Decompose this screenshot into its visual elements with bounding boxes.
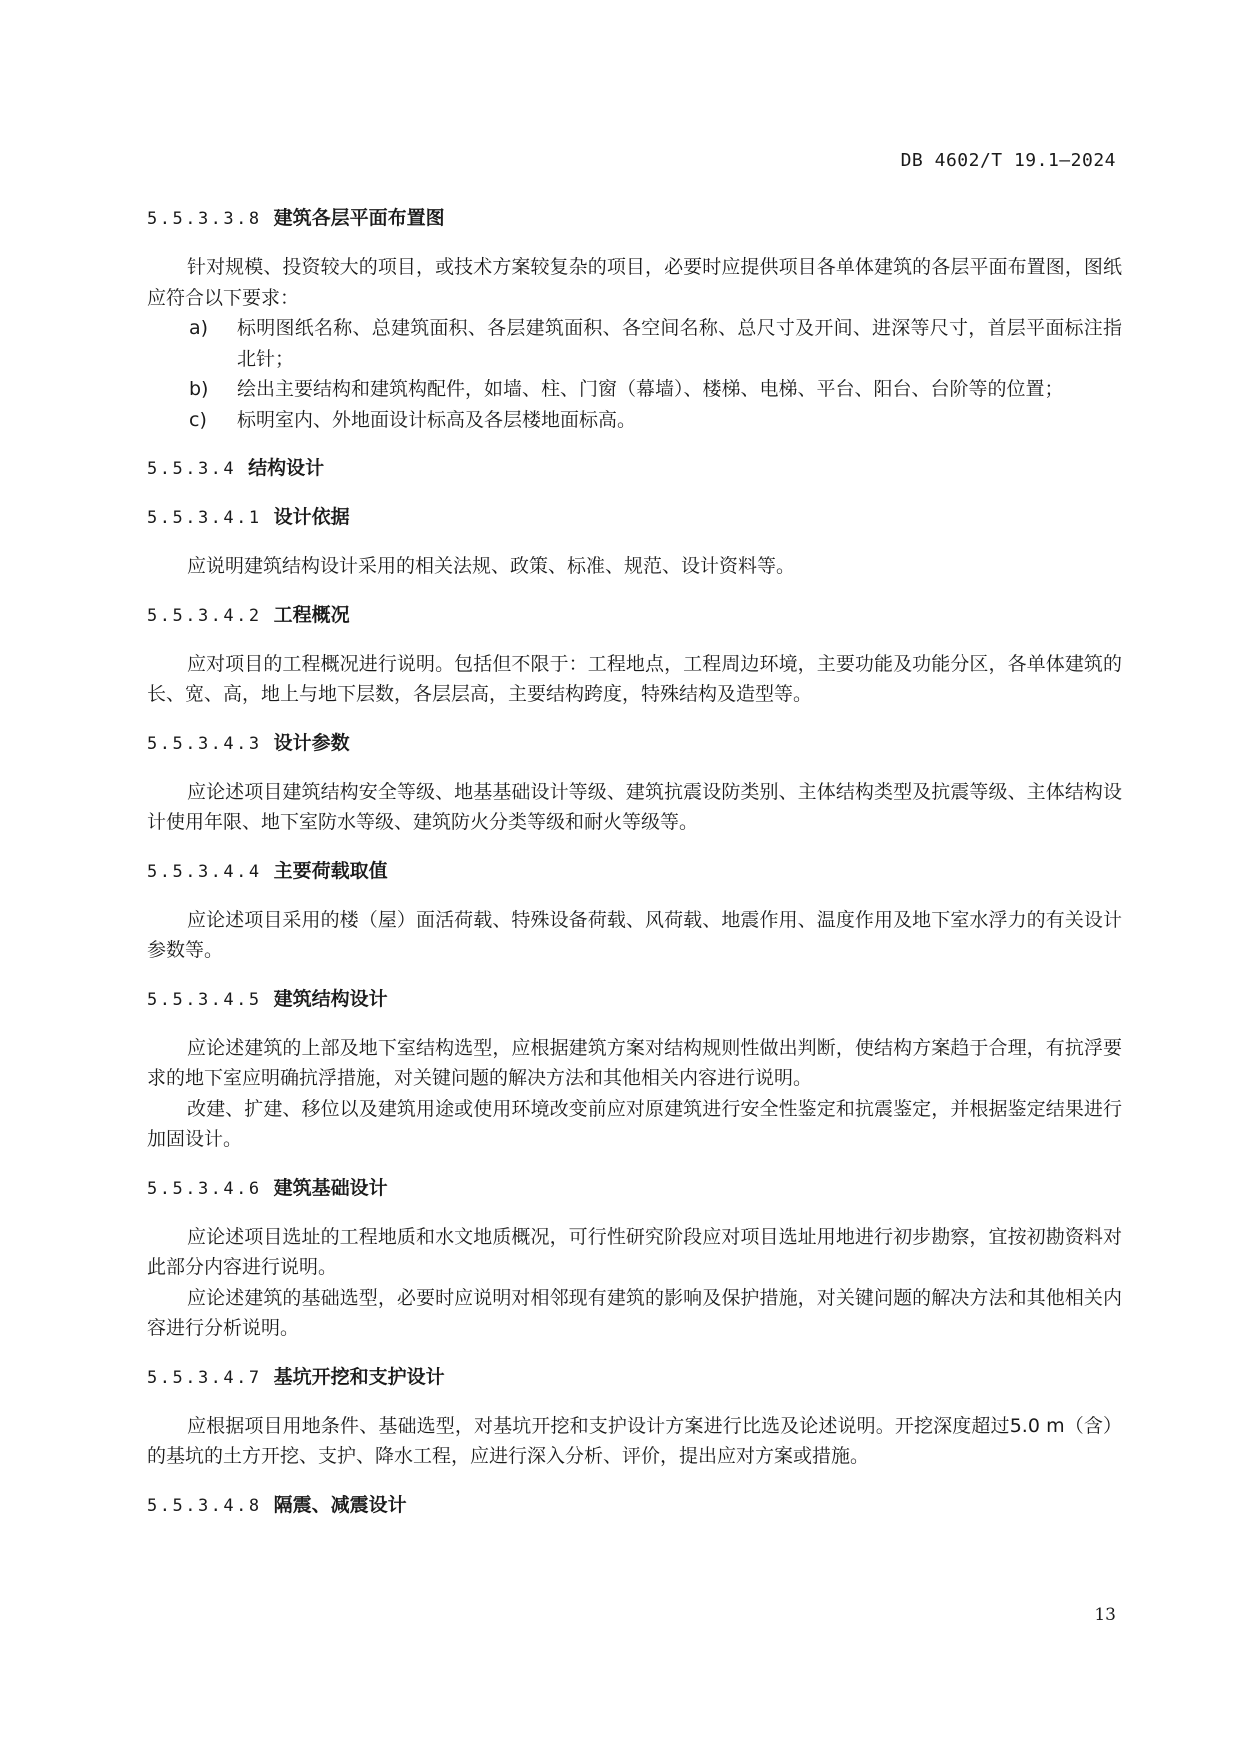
- section-number: 5.5.3.4.6: [147, 1178, 262, 1199]
- section-number: 5.5.3.4.5: [147, 989, 262, 1010]
- section-paragraph: 应论述建筑的上部及地下室结构选型，应根据建筑方案对结构规则性做出判断，使结构方案趋于合理，有抗浮要求的地下室应明确抗浮措施，对关键问题的解决方法和其他相关内容进行说明。: [147, 1036, 1122, 1089]
- section-paragraph: 应论述项目建筑结构安全等级、地基基础设计等级、建筑抗震设防类别、主体结构类型及抗震等级、主体结构设计使用年限、地下室防水等级、建筑防火分类等级和耐火等级等。: [147, 780, 1122, 833]
- section-paragraph: 应论述项目采用的楼（屋）面活荷载、特殊设备荷载、风荷载、地震作用、温度作用及地下室水浮力的有关设计参数等。: [147, 908, 1122, 961]
- requirements-list: [147, 313, 1122, 435]
- section-paragraph: 应论述建筑的基础选型，必要时应说明对相邻现有建筑的影响及保护措施，对关键问题的解决方法和其他相关内容进行分析说明。: [147, 1286, 1122, 1339]
- section-number: 5.5.3.4.8: [147, 1495, 262, 1516]
- section-title: 工程概况: [273, 603, 350, 626]
- section-title: 建筑各层平面布置图: [273, 207, 445, 229]
- document-body: [147, 203, 1122, 1539]
- list-item-text: 标明图纸名称、总建筑面积、各层建筑面积、各空间名称、总尺寸及开间、进深等尺寸，首层平面标注指北针；: [237, 317, 1122, 370]
- section-number: 5.5.3.4.7: [147, 1367, 262, 1388]
- section-title: 主要荷载取值: [273, 859, 388, 882]
- list-item: [147, 405, 1122, 436]
- section-paragraph: 应说明建筑结构设计采用的相关法规、政策、标准、规范、设计资料等。: [187, 555, 796, 577]
- section-heading-5-5-3-4-6: [147, 1173, 1122, 1204]
- document-code: DB 4602/T 19.1—2024: [900, 150, 1116, 171]
- section-paragraph: 应根据项目用地条件、基础选型，对基坑开挖和支护设计方案进行比选及论述说明。开挖深度超过5.0 m（含）的基坑的土方开挖、支护、降水工程，应进行深入分析、评价，提出应对方案或措施。: [147, 1414, 1122, 1467]
- section-number: 5.5.3.4.1: [147, 508, 262, 528]
- section-heading-5-5-3-4-4: [147, 856, 1122, 887]
- section-title: 建筑基础设计: [273, 1176, 388, 1199]
- list-marker: a): [189, 317, 209, 339]
- section-heading-5-5-3-4-1: [147, 502, 1122, 533]
- section-paragraph: 应对项目的工程概况进行说明。包括但不限于：工程地点，工程周边环境，主要功能及功能分区，各单体建筑的长、宽、高，地上与地下层数，各层层高，主要结构跨度，特殊结构及造型等。: [147, 652, 1122, 705]
- section-title: 设计依据: [273, 506, 350, 528]
- section-heading-5-5-3-4-2: [147, 600, 1122, 631]
- section-heading-5-5-3-3-8: [147, 203, 1122, 234]
- section-title: 隔震、减震设计: [273, 1493, 407, 1516]
- section-number: 5.5.3.4.4: [147, 861, 262, 882]
- section-number: 5.5.3.4: [147, 459, 237, 479]
- section-number: 5.5.3.4.3: [147, 733, 262, 754]
- list-marker: c): [189, 408, 207, 431]
- section-title: 基坑开挖和支护设计: [273, 1365, 445, 1388]
- section-paragraph: 改建、扩建、移位以及建筑用途或使用环境改变前应对原建筑进行安全性鉴定和抗震鉴定，并根据鉴定结果进行加固设计。: [147, 1097, 1122, 1150]
- section-title: 设计参数: [273, 731, 350, 754]
- section-title: 建筑结构设计: [273, 987, 388, 1010]
- section-paragraph: 针对规模、投资较大的项目，或技术方案较复杂的项目，必要时应提供项目各单体建筑的各层平面布置图，图纸应符合以下要求：: [147, 256, 1122, 309]
- section-heading-5-5-3-4-7: [147, 1362, 1122, 1393]
- list-item: [147, 374, 1122, 405]
- list-marker: b): [189, 378, 209, 400]
- section-paragraph: 应论述项目选址的工程地质和水文地质概况，可行性研究阶段应对项目选址用地进行初步勘察，宜按初勘资料对此部分内容进行说明。: [147, 1225, 1122, 1278]
- section-heading-5-5-3-4-5: [147, 984, 1122, 1015]
- page-number: 13: [1094, 1605, 1116, 1625]
- section-heading-5-5-3-4-8: [147, 1490, 1122, 1521]
- section-number: 5.5.3.4.2: [147, 605, 262, 626]
- list-item-text: 标明室内、外地面设计标高及各层楼地面标高。: [237, 408, 637, 431]
- section-heading-5-5-3-4-3: [147, 728, 1122, 759]
- list-item-text: 绘出主要结构和建筑构配件，如墙、柱、门窗（幕墙）、楼梯、电梯、平台、阳台、台阶等的位置；: [237, 378, 1064, 400]
- section-title: 结构设计: [248, 457, 325, 479]
- section-number: 5.5.3.3.8: [147, 209, 262, 229]
- list-item: [147, 313, 1122, 374]
- section-heading-5-5-3-4: [147, 453, 1122, 484]
